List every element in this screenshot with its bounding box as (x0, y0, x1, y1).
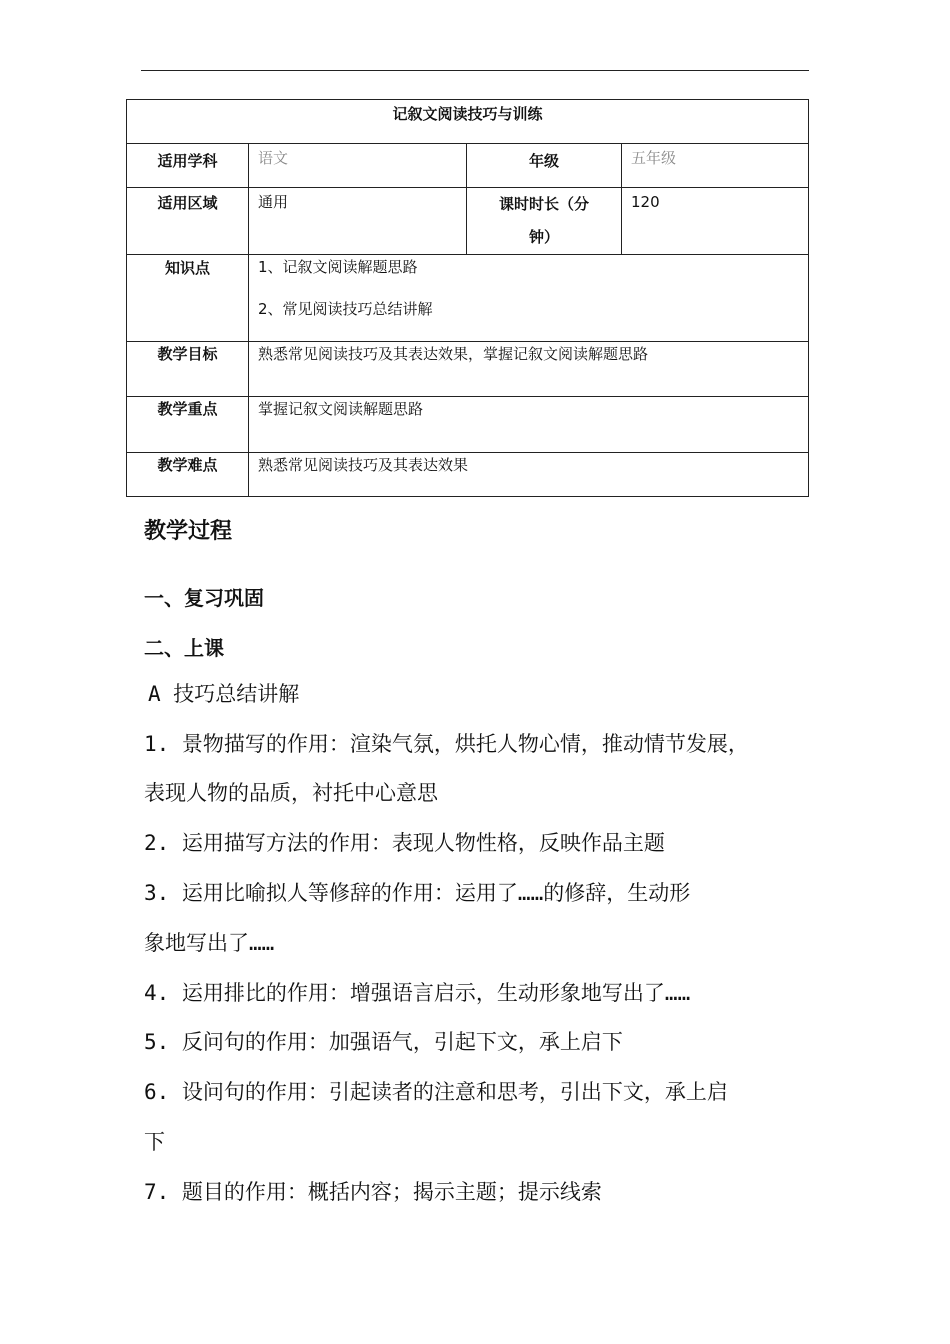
header-rule (141, 70, 809, 71)
duration-label-line1: 课时时长（分 (498, 195, 589, 213)
knowledge-item: 2、常见阅读技巧总结讲解 (258, 300, 433, 318)
body-line: 4. 运用排比的作用：增强语言启示，生动形象地写出了…… (144, 981, 691, 1005)
process-heading: 教学过程 (144, 519, 233, 544)
section-review: 一、复习巩固 (144, 586, 264, 610)
goal-label: 教学目标 (127, 342, 249, 397)
subject-label: 适用学科 (127, 144, 249, 188)
duration-label-line2: 钟） (528, 228, 559, 246)
body-line: 6. 设问句的作用：引起读者的注意和思考，引出下文，承上启 (144, 1080, 728, 1104)
grade-value: 五年级 (622, 144, 809, 188)
duration-label (467, 188, 622, 255)
duration-value: 120 (622, 188, 809, 255)
body-line: 3. 运用比喻拟人等修辞的作用：运用了……的修辞，生动形 (144, 881, 691, 905)
difficulty-value: 熟悉常见阅读技巧及其表达效果 (249, 453, 809, 497)
lesson-title: 记叙文阅读技巧与训练 (127, 100, 809, 144)
key-point-label: 教学重点 (127, 397, 249, 453)
body-line: 象地写出了…… (144, 931, 275, 955)
body-line: 1. 景物描写的作用：渲染气氛，烘托人物心情，推动情节发展， (144, 732, 749, 756)
lesson-info-table (126, 99, 809, 497)
region-label: 适用区域 (127, 188, 249, 255)
knowledge-label: 知识点 (127, 255, 249, 342)
subsection-title: A 技巧总结讲解 (148, 682, 300, 706)
body-line: 2. 运用描写方法的作用：表现人物性格，反映作品主题 (144, 831, 665, 855)
knowledge-value (249, 255, 809, 342)
key-point-value: 掌握记叙文阅读解题思路 (249, 397, 809, 453)
subject-value: 语文 (249, 144, 467, 188)
body-line: 5. 反问句的作用：加强语气，引起下文，承上启下 (144, 1030, 623, 1054)
grade-label: 年级 (467, 144, 622, 188)
body-line: 7. 题目的作用：概括内容；揭示主题；提示线索 (144, 1180, 602, 1204)
section-lesson: 二、上课 (144, 636, 224, 660)
knowledge-item: 1、记叙文阅读解题思路 (258, 258, 418, 276)
difficulty-label: 教学难点 (127, 453, 249, 497)
body-line: 下 (144, 1130, 165, 1154)
region-value: 通用 (249, 188, 467, 255)
goal-value: 熟悉常见阅读技巧及其表达效果，掌握记叙文阅读解题思路 (249, 342, 809, 397)
body-line: 表现人物的品质，衬托中心意思 (144, 781, 438, 805)
